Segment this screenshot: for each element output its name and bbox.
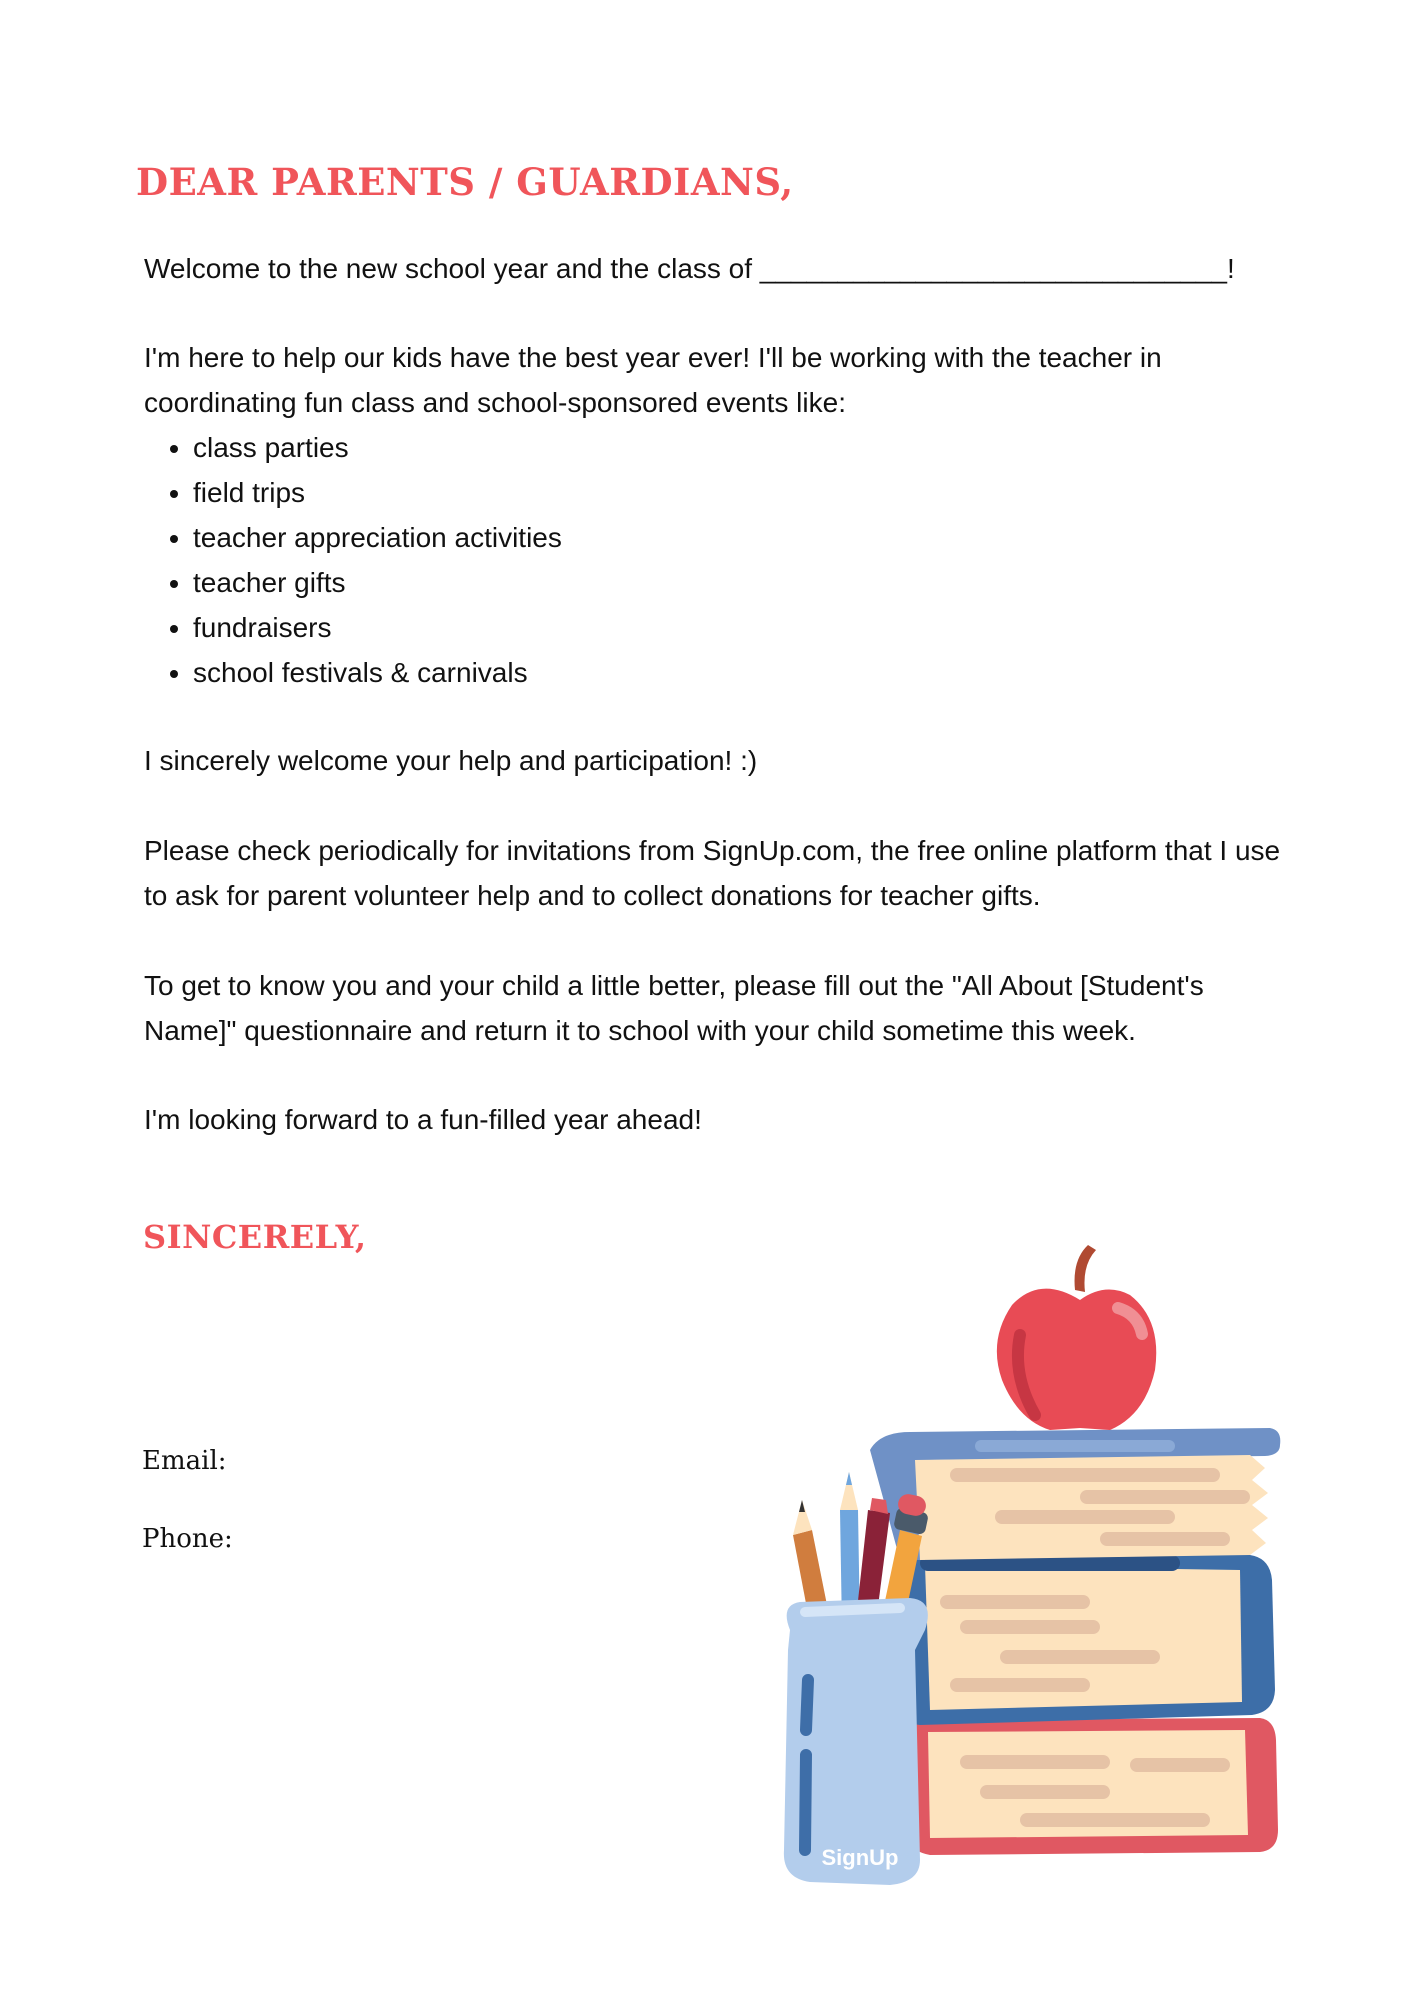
signup-logo: SignUp: [821, 1845, 899, 1870]
sign-off-heading: SINCERELY,: [143, 1218, 367, 1256]
phone-label: Phone:: [142, 1524, 233, 1554]
email-label: Email:: [142, 1446, 227, 1476]
closing-paragraph: I'm looking forward to a fun-filled year ahead!: [144, 1104, 702, 1135]
intro-paragraph: I'm here to help our kids have the best year ever! I'll be working with the teacher in coordinating fun class and school-sponsored events like:: [144, 342, 1162, 418]
questionnaire-paragraph: To get to know you and your child a little better, please fill out the "All About [Student's Name]" questionnaire and return it to school with your child sometime this week.: [144, 970, 1204, 1046]
apple-icon: [997, 1245, 1156, 1430]
welcome-help-paragraph: I sincerely welcome your help and participation! :): [144, 745, 758, 776]
events-list: [144, 425, 562, 695]
list-item: • field trips: [193, 470, 562, 515]
pencil-cup-icon: [784, 1472, 929, 1885]
signup-invitations-paragraph: Please check periodically for invitations from SignUp.com, the free online platform that I use to ask for parent volunteer help and to collect donations for teacher gifts.: [144, 835, 1281, 911]
greeting-heading: DEAR PARENTS / GUARDIANS,: [136, 160, 794, 204]
school-supplies-illustration: [750, 1210, 1290, 1900]
book-stack-icon: [870, 1428, 1280, 1855]
list-item: • class parties: [193, 425, 562, 470]
list-item: • school festivals & carnivals: [193, 650, 562, 695]
list-item: • teacher appreciation activities: [193, 515, 562, 560]
list-item: • fundraisers: [193, 605, 562, 650]
welcome-paragraph: Welcome to the new school year and the class of ______________________________!: [144, 253, 1235, 284]
list-item: • teacher gifts: [193, 560, 562, 605]
